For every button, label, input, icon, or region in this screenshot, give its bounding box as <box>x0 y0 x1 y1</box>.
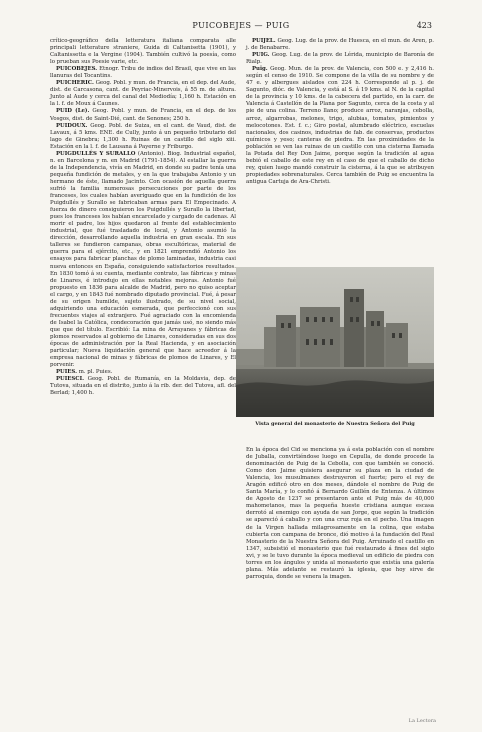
dictionary-entry <box>246 52 434 66</box>
entry-headword: PUIDOUX. <box>56 122 88 129</box>
entry-text: Geog. Pobl. de Rumanía, en la Moldavia, dep. de Tutova, situada en el distrito, junto á la rib. der. del Tutova, afl. del Berlad; 1,400 h. <box>50 376 236 397</box>
dictionary-entry <box>50 66 236 80</box>
entry-text: Geog. Lug. de la prov. de Lérida, municipio de Baronía de Rialp. <box>246 52 435 66</box>
entry-headword: PUIESCI. <box>56 376 84 383</box>
entry-headword: PUID (Le). <box>56 108 90 115</box>
entry-headword: Puig. <box>252 66 268 73</box>
right-column-top <box>246 38 434 186</box>
dictionary-entry <box>246 447 434 581</box>
dictionary-entry <box>50 38 236 66</box>
dictionary-entry <box>50 376 236 397</box>
entry-text: Geog. Lug. de la prov. de Huesca, en el mun. de Aren, p. j. de Benabarre. <box>246 38 434 52</box>
dictionary-entry <box>50 108 236 122</box>
dictionary-entry <box>50 123 236 151</box>
monastery-illustration <box>236 267 434 417</box>
entry-headword: PUIJEL. <box>252 38 276 44</box>
right-column-bottom <box>246 447 434 581</box>
entry-text: crítico-geográfico della letteratura italiana comparata alle principali letterature straniere, Guida di Caltanisetta (1901), y Caltanissetta e la Vergine (1904). También cultivó la poesía, como lo prueban sus Poesie varie, etc. <box>50 38 236 66</box>
entry-text: Geog. Mun. de la prov. de Valencia, con 500 e. y 2,416 h. según el censo de 1910. Se compone de la villa de su nombre y de 47 e. y albergues aislados con 224 h. Corresponde al p. j. de Sagunto, dióc. de Valencia, y está al S. á 19 kms. al N. de la capital de la provincia y 10 kms. de la cabecera del partido, en la carr. de Valencia á Castellón de la Plana por Sagunto, cerca de la costa y al pie de una colina. Terreno llano; produce arroz, naranjas, cebolla, arroz, algarrobas, melones, trigo, alubias, tomates, pimientos y melocotones. Est. f. c.; Giro postal, alumbrado eléctrico, escuelas nacionales, dos casinos, industrias de fab. de conservas, productos químicos y yeso; canteras de piedra. En las proximidades de la población se ven las ruinas de un castillo con una cisterna llamada la Potada del Rey Don Jaime, porque según la tradición al agua bebió el caballo de este rey en el caso de que el caballo de dicho rey, quien luego mandó construir la cisterna, á la que se atribuyen propiedades sobrenaturales. Cerca también de Puig se encuentra la antigua Cartuja de Ara-Christi. <box>246 66 434 185</box>
dictionary-entry <box>246 38 434 52</box>
entry-headword: PUIES. <box>56 369 77 376</box>
entry-text: Geog. Pobl. y mun. de Francia, en el dep. del Aude, dist. de Carcasona, cant. de Peyriac-Minervois, á 55 m. de altura. Junto al Aude y cerca del canal del Mediodía; 1,160 h. Estación en la l. f. de Moux á Caunes. <box>50 80 236 108</box>
entry-text: Etnogr. Tribu de indios del Brasil, que vive en las llanuras del Tocantins. <box>50 66 236 80</box>
dictionary-entry <box>50 151 236 369</box>
entry-text: Geog. Pobl. y mun. de Francia, en el dep. de los Vosgos, dist. de Saint-Dié, cant. de Senones; 250 h. <box>50 108 236 122</box>
left-column <box>50 38 236 397</box>
entry-headword: PUIGDULLÉS Y SURALLO <box>56 150 136 157</box>
page-number: 423 <box>416 21 432 30</box>
entry-text: En la época del Cid se menciona ya á esta población con el nombre de Juballa, convirtiéndose luego en Cepulla, de donde procede la denominación de Puig de la Cebolla, con que también se conoció. Como don Jaime quisiera asegurar su plaza en la ciudad de Valencia, los musulmanes destruyeron el fuerte; pero el rey de Aragón edificó otro en dos meses, dándole el nombre de Puig de Santa María, y lo confió á Bernardo Guillén de Entenza. A últimos de Agosto de 1237 se presentaron ante el Puig más de 40,000 mahometanos, mas la pequeña hueste cristiana aunque escasa derrotó al enemigo con ayuda de san Jorge, que según la tradición se apareció á caballo y con una cruz roja en el pecho. Una imagen de la Virgen hallada milagrosamente en la colina, que estaba cubierta con campana de bronce, dió motivo á la fundación del Real Monasterio de la Nuestra Señora del Puig. Arruinado el castillo en 1347, subsistió el monasterio que fué restaurado á fines del siglo xvi, y se le tuvo durante la época medieval un edificio de piedra con torres en los ángulos y unida al monasterio que existía una galería plana. Más adelante se restauró la iglesia, que hoy sirve de parroquia, donde se venera la imagen. <box>246 447 434 580</box>
entry-text: Geog. Pobl. de Suiza, en el cant. de Vaud, dist. de Lavaux, á 5 kms. ENE. de Cully, junto á un pequeño tributario del lago de Ginebra; 1,300 h. Ruinas de un castillo del siglo xiii. Estación en la l. f. de Lausana á Payerne y Friburgo. <box>50 122 236 150</box>
running-title: PUICOBEJES — PUIG <box>192 21 290 30</box>
entry-text: (Antonio). Biog. Industrial español, n. en Barcelona y m. en Madrid (1791-1854). Al estallar la guerra de la Independencia, vivía en Madrid, en donde su padre tenía una pequeña fundición de metales, y en la que trabajaba Antonio y un hermano de éste, llamado Jacinto. Con ocasión de aquella guerra sufrió la familia numerosas persecuciones por parte de los franceses, los cuales habían averiguado que en la fundición de los Puigdullés y Surallo se fabricaban armas para El Empecinado. A fuerza de dinero consiguieron los Puigdullés y Surallo la libertad, pues los franceses los habían encarcelado y cargado de cadenas. Al morir el padre, los hijos quedaron al frente del establecimiento industrial, que fué trasladado de local, y Antonio asumió la dirección, desarrollando aquella industria en gran escala. En sus talleres se fundieron campanas, obras escultóricas, material de guerra para el ejército, etc., y en 1821 emprendió Antonio los ensayos para fabricar planchas de plomo laminadas, industria casi nueva entonces en España, consiguiendo satisfactorios resultados. En 1830 tomó á su cuenta, mediante contrato, las fábricas y minas de Linares, é introdujo en ellas notables mejoras. Antonio fué propuesto en 1836 para alcalde de Madrid, pero no quiso aceptar el cargo, y en 1843 fué nombrado diputado provincial. Fué, á pesar de su origen humilde, sujeto ilustrado, de su nivel social, adquiriendo una educación esmerada, que perfeccionó con sus frecuentes viajes al extranjero. Fué agraciado con la encomienda de Isabel la Católica, condecoración que jamás usó, no siendo más que que del título. Escribió: La mina de Arrayanes y fábricas de plomos reservados al gobierno de Linares, consideradas en sus dos épocas de administración por la Real Hacienda, y en asociación particular; Nueva liquidación general que hace acreedor á la empresa nacional de minas y fábricas de plomos de Linares, y El porvenir. <box>50 150 236 369</box>
running-header <box>50 21 432 33</box>
entry-text: m. pl. Puies. <box>78 369 113 376</box>
entry-headword: PUIG. <box>252 52 270 59</box>
entry-headword: PUICHERIC. <box>56 80 94 87</box>
monastery-photo <box>236 267 434 417</box>
dictionary-entry <box>246 66 434 186</box>
entry-headword: PUICOBEJES. <box>56 66 98 73</box>
footer-watermark: La Lectora <box>408 718 436 724</box>
dictionary-entry <box>50 80 236 108</box>
photo-caption: Vista general del monasterio de Nuestra Señora del Puig <box>255 421 415 427</box>
